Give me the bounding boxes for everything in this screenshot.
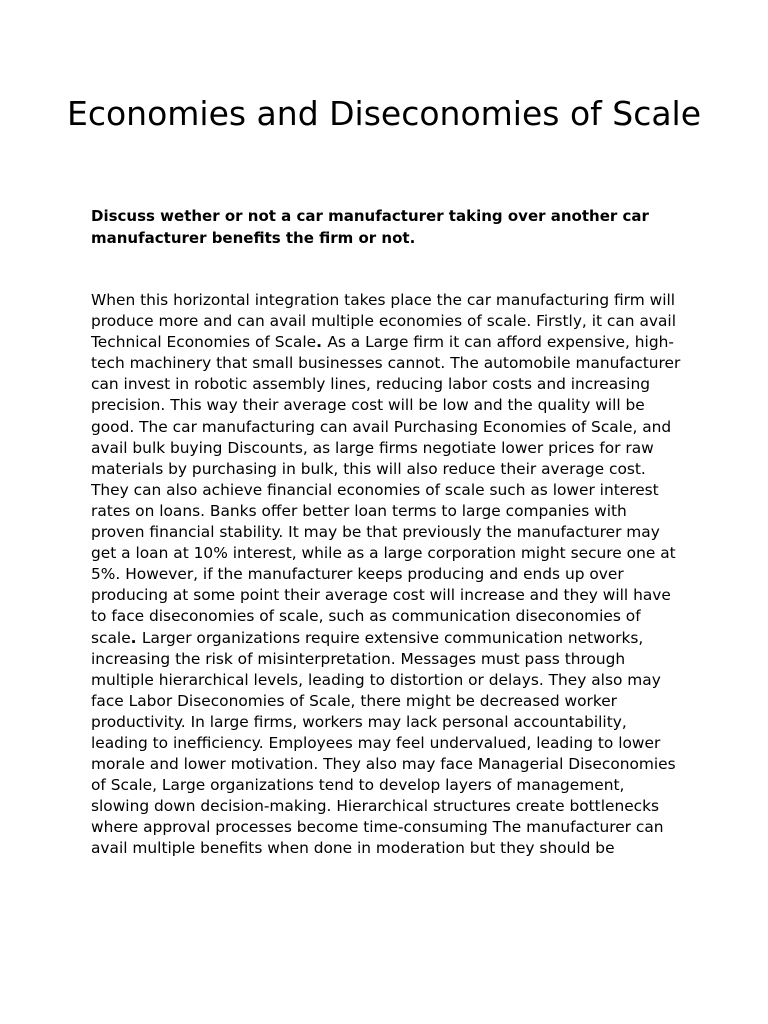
body-bold-period: .	[130, 628, 142, 647]
body-text-segment: As a Large firm it can afford expensive, high-tech machinery that small businesses cannot. The automobile manufacturer can invest in robotic assembly lines, reducing labor costs and increasing precision. This way their average cost will be low and the quality will be good. The car manufacturing can avail Purchasing Economies of Scale, and avail bulk buying Discounts, as large firms negotiate lower prices for raw materials by purchasing in bulk, this will also reduce their average cost. They can also achieve financial economies of scale such as lower interest rates on loans. Banks offer better loan terms to large companies with proven financial stability. It may be that previously the manufacturer may get a loan at 10% interest, while as a large corporation might secure one at 5%. However, if the manufacturer keeps producing and ends up over producing at some point their average cost will increase and they will have to face diseconomies of scale, such as communication diseconomies of scale	[91, 333, 681, 647]
body-bold-period: .	[316, 333, 328, 352]
essay-body	[91, 290, 683, 860]
essay-question: Discuss wether or not a car manufacturer taking over another car manufacturer benefits the firm or not.	[91, 207, 649, 247]
document-title: Economies and Diseconomies of Scale	[66, 94, 702, 133]
body-text-segment: Larger organizations require extensive communication networks, increasing the risk of misinterpretation. Messages must pass through multiple hierarchical levels, leading to distortion or delays. They also may face Labor Diseconomies of Scale, there might be decreased worker productivity. In large firms, workers may lack personal accountability, leading to inefficiency. Employees may feel undervalued, leading to lower morale and lower motivation. They also may face Managerial Diseconomies of Scale, Large organizations tend to develop layers of management, slowing down decision-making. Hierarchical structures create bottlenecks where approval processes become time-consuming The manufacturer can avail multiple benefits when done in moderation but they should be	[91, 628, 676, 858]
body-text-segment: When this horizontal integration takes place the car manufacturing firm will produce more and can avail multiple economies of scale. Firstly, it can avail Technical Economies of Scale	[91, 291, 676, 352]
